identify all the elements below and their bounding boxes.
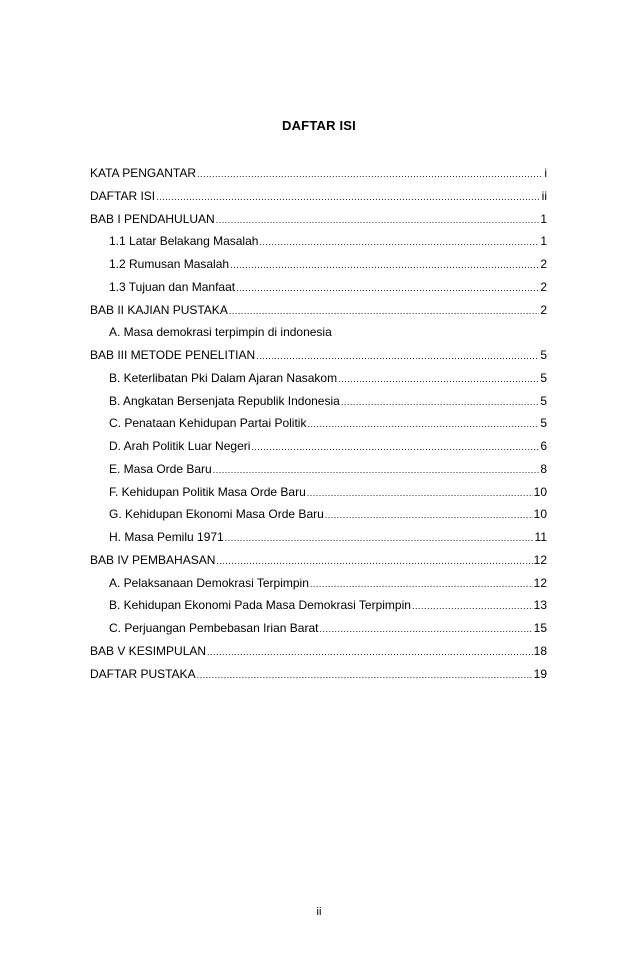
toc-entry-label: BAB IV PEMBAHASAN: [90, 552, 216, 567]
page-number: ii: [316, 906, 322, 918]
toc-entry-label: H. Masa Pemilu 1971: [109, 530, 224, 544]
toc-entry-label: F. Kehidupan Politik Masa Orde Baru: [109, 484, 306, 499]
toc-entry-label: 1.2 Rumusan Masalah: [109, 257, 230, 271]
toc-entry-label: C. Penataan Kehidupan Partai Politik: [109, 416, 307, 431]
toc-dot-leader: [256, 345, 539, 368]
toc-entry-page: 15: [533, 621, 547, 635]
toc-entry: [90, 321, 547, 344]
toc-entry-page: 12: [533, 552, 547, 567]
toc-dot-leader: [225, 527, 534, 550]
toc-entry-page: i: [544, 166, 547, 180]
toc-entry-page: 8: [540, 461, 547, 476]
toc-entry-page: 10: [533, 484, 547, 499]
toc-entry-label: 1.3 Tujuan dan Manfaat: [109, 279, 236, 294]
toc-entry-label: BAB II KAJIAN PUSTAKA: [90, 302, 228, 317]
toc-entry: [90, 299, 547, 322]
toc-entry-page: 19: [533, 666, 547, 681]
document-title: DAFTAR ISI: [282, 118, 356, 133]
toc-entry-label: G. Kehidupan Ekonomi Masa Orde Baru: [109, 507, 324, 522]
toc-entry-page: 2: [540, 279, 547, 294]
table-of-contents: [90, 162, 547, 685]
toc-entry: [90, 663, 547, 686]
toc-entry: [90, 253, 547, 276]
toc-dot-leader: [307, 413, 539, 436]
toc-entry-page: 6: [540, 439, 547, 453]
toc-entry-page: 10: [533, 507, 547, 522]
toc-entry: [90, 549, 547, 572]
toc-entry-page: ii: [541, 188, 547, 203]
toc-dot-leader: [230, 254, 539, 277]
toc-entry: [90, 344, 547, 367]
toc-dot-leader: [338, 368, 539, 391]
toc-entry-label: BAB III METODE PENELITIAN: [90, 348, 256, 362]
toc-entry: [90, 572, 547, 595]
toc-entry: [90, 230, 547, 253]
toc-dot-leader: [259, 231, 539, 254]
toc-dot-leader: [197, 163, 543, 186]
toc-entry-label: D. Arah Politik Luar Negeri: [109, 439, 251, 453]
toc-entry-label: B. Keterlibatan Pki Dalam Ajaran Nasakom: [109, 370, 338, 385]
toc-entry-page: 2: [540, 302, 547, 317]
toc-dot-leader: [216, 550, 532, 573]
toc-entry-page: 11: [534, 530, 547, 544]
toc-dot-leader: [216, 209, 540, 232]
toc-entry: [90, 412, 547, 435]
toc-entry-page: 5: [540, 370, 547, 385]
toc-entry-label: BAB V KESIMPULAN: [90, 643, 207, 658]
toc-entry: [90, 503, 547, 526]
toc-entry-page: 5: [540, 348, 547, 362]
toc-entry-label: DAFTAR PUSTAKA: [90, 666, 196, 681]
toc-dot-leader: [325, 504, 533, 527]
toc-dot-leader: [310, 573, 533, 596]
toc-entry-page: 12: [533, 575, 547, 590]
toc-entry: [90, 162, 547, 185]
toc-entry: [90, 435, 547, 458]
toc-entry: [90, 458, 547, 481]
toc-entry-label: E. Masa Orde Baru: [109, 461, 212, 476]
toc-dot-leader: [213, 459, 540, 482]
toc-entry-page: 5: [540, 393, 547, 408]
toc-entry-page: 5: [540, 416, 547, 431]
toc-entry: [90, 640, 547, 663]
toc-entry: [90, 208, 547, 231]
toc-entry: [90, 367, 547, 390]
toc-entry-label: 1.1 Latar Belakang Masalah: [109, 234, 259, 249]
toc-entry-label: DAFTAR ISI: [90, 188, 156, 203]
toc-entry: [90, 276, 547, 299]
toc-dot-leader: [156, 186, 541, 209]
toc-dot-leader: [207, 641, 533, 664]
toc-entry: [90, 594, 547, 617]
toc-entry-label: B. Angkatan Bersenjata Republik Indonesia: [109, 393, 340, 408]
toc-dot-leader: [412, 595, 533, 618]
toc-dot-leader: [236, 277, 539, 300]
toc-dot-leader: [341, 391, 539, 414]
toc-entry-page: 2: [540, 257, 547, 271]
toc-entry-label: KATA PENGANTAR: [90, 166, 197, 180]
toc-entry: [90, 481, 547, 504]
toc-entry-page: 1: [540, 211, 547, 226]
toc-entry-label: C. Perjuangan Pembebasan Irian Barat: [109, 621, 319, 635]
toc-entry: [90, 617, 547, 640]
toc-dot-leader: [319, 618, 532, 641]
toc-entry-label: BAB I PENDAHULUAN: [90, 211, 215, 226]
toc-entry-page: 18: [533, 643, 547, 658]
toc-dot-leader: [251, 436, 539, 459]
toc-entry-label: B. Kehidupan Ekonomi Pada Masa Demokrasi Terpimpin: [109, 598, 411, 613]
toc-entry: [90, 185, 547, 208]
toc-dot-leader: [307, 482, 533, 505]
toc-entry: [90, 526, 547, 549]
toc-entry: [90, 390, 547, 413]
toc-dot-leader: [197, 664, 533, 687]
toc-entry-label: A. Pelaksanaan Demokrasi Terpimpin: [109, 575, 309, 590]
toc-dot-leader: [229, 300, 539, 323]
toc-entry-label: A. Masa demokrasi terpimpin di indonesia: [109, 325, 332, 340]
toc-entry-page: 13: [533, 598, 547, 613]
toc-entry-page: 1: [540, 234, 547, 249]
